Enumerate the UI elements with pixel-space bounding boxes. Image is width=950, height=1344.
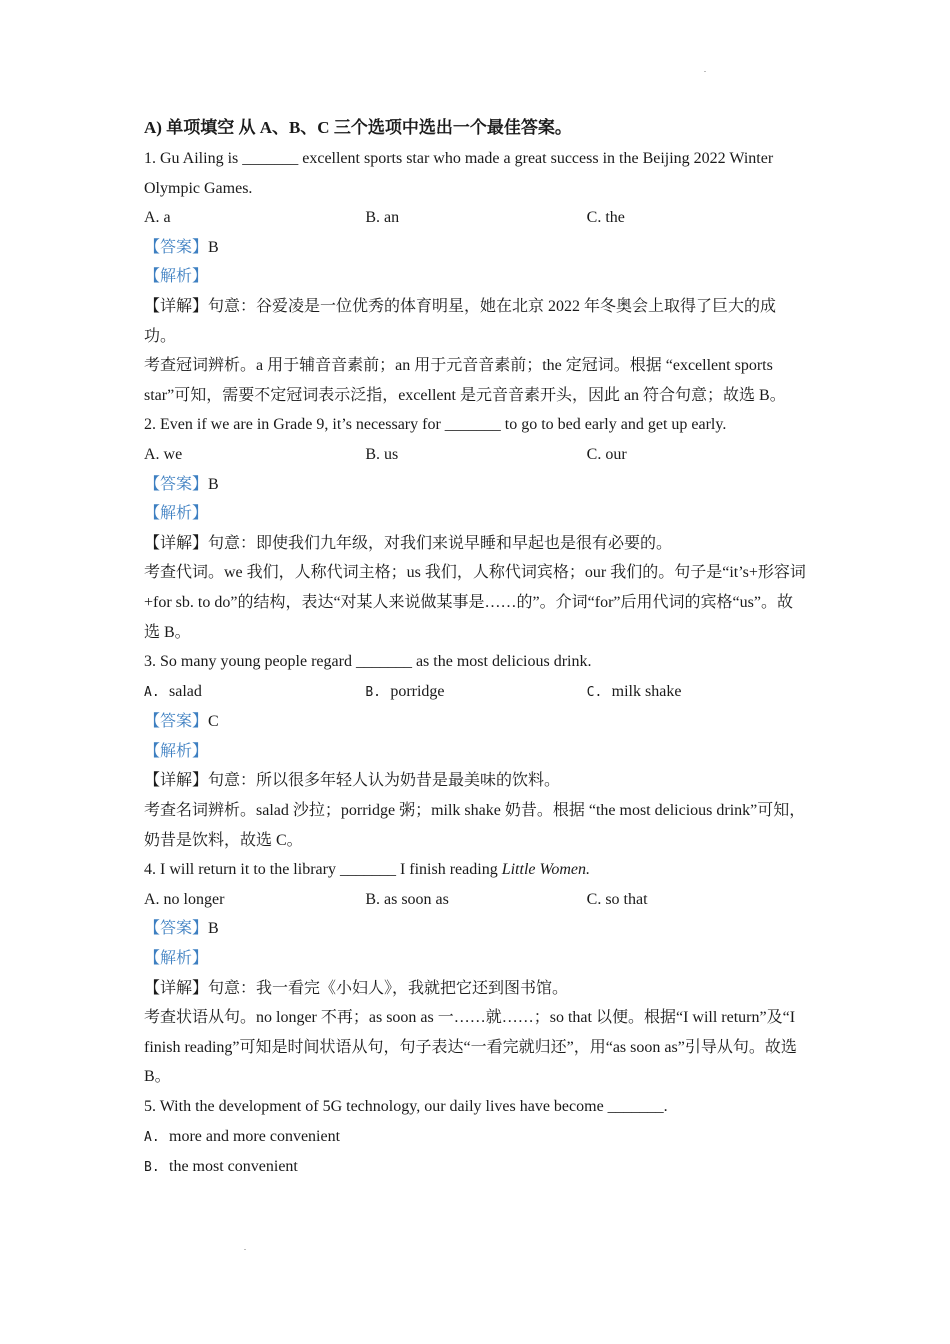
q4-detail: [144, 974, 808, 1004]
q5-option-b-text: the most convenient: [169, 1158, 298, 1176]
q2-answer-value: B: [208, 475, 219, 493]
q2-options: [144, 440, 808, 470]
q4-options: [144, 885, 808, 915]
q4-stem-text: 4. I will return it to the library _______ I finish reading: [144, 861, 502, 879]
q1-options: [144, 203, 808, 233]
q1-option-a: A. a: [144, 209, 171, 227]
q4-book-title: Little Women.: [501, 861, 590, 879]
q3-answer: [144, 707, 808, 737]
q3-analysis: [144, 737, 808, 767]
answer-tag: 【答案】: [144, 920, 209, 938]
q3-option-c-text: milk shake: [611, 682, 682, 700]
answer-tag: 【答案】: [144, 713, 209, 731]
q1-stem: 1. Gu Ailing is _______ excellent sports star who made a great success in the Beijing 2022 Winter Olympic Games.: [144, 150, 774, 197]
q4-analysis: [144, 944, 808, 974]
q1-analysis: [144, 262, 808, 292]
analysis-tag: 【解析】: [144, 268, 209, 286]
q4-answer-value: B: [208, 920, 219, 938]
q4-answer: [144, 914, 808, 944]
q1-option-c: C. the: [586, 209, 625, 227]
q3-explanation: 考查名词辨析。salad 沙拉；porridge 粥；milk shake 奶昔。根据 “the most delicious drink”可知，奶昔是饮料，故选 C。: [144, 802, 806, 849]
q3-option-b: [365, 677, 586, 708]
q2-answer: [144, 470, 808, 500]
q1-detail: [144, 292, 808, 351]
q3-options: [144, 677, 808, 708]
q3-option-a: [144, 677, 365, 708]
section-title: A) 单项填空 从 A、B、C 三个选项中选出一个最佳答案。: [144, 118, 572, 137]
q5-option-a-text: more and more convenient: [169, 1127, 341, 1145]
q5-option-a: [144, 1122, 808, 1153]
q2-option-c: C. our: [586, 445, 627, 463]
q3-option-b-text: porridge: [390, 682, 445, 700]
q1-detail-text: 句意：谷爱凌是一位优秀的体育明星，她在北京 2022 年冬奥会上取得了巨大的成功。: [144, 297, 777, 345]
q4-option-a: A. no longer: [144, 890, 225, 908]
q3-stem: 3. So many young people regard _______ as the most delicious drink.: [144, 653, 592, 671]
q1-explanation: 考查冠词辨析。a 用于辅音音素前；an 用于元音音素前；the 定冠词。根据 “excellent sports star”可知，需要不定冠词表示泛指，excellent 是元音音素开头，因此 an 符合句意；故选 B。: [144, 357, 786, 404]
analysis-tag: 【解析】: [144, 950, 209, 968]
q3-detail: [144, 766, 808, 796]
q2-stem: 2. Even if we are in Grade 9, it’s necessary for _______ to go to bed early and get up early.: [144, 416, 727, 434]
q4-option-b: B. as soon as: [365, 890, 449, 908]
q3-option-a-text: salad: [169, 682, 202, 700]
q5-option-b: [144, 1152, 808, 1183]
q2-detail: [144, 529, 808, 559]
document-page: [144, 112, 808, 1183]
q4-option-c: C. so that: [586, 890, 648, 908]
q3-detail-text: 句意：所以很多年轻人认为奶昔是最美味的饮料。: [208, 772, 561, 790]
detail-tag: 【详解】: [144, 772, 209, 790]
corner-mark-top: [704, 71, 706, 72]
analysis-tag: 【解析】: [144, 505, 209, 523]
q1-answer-value: B: [208, 238, 219, 256]
q3-option-b-letter: B.: [365, 684, 381, 700]
q1-answer: [144, 233, 808, 263]
q2-explanation: 考查代词。we 我们，人称代词主格；us 我们，人称代词宾格；our 我们的。句子是“it’s+形容词+for sb. to do”的结构，表达“对某人来说做某事是……的”。介词“for”后用代词的宾格“us”。故选 B。: [144, 564, 806, 641]
q2-detail-text: 句意：即使我们九年级，对我们来说早睡和早起也是很有必要的。: [208, 534, 673, 552]
analysis-tag: 【解析】: [144, 742, 209, 760]
answer-tag: 【答案】: [144, 475, 209, 493]
q5-stem: 5. With the development of 5G technology, our daily lives have become _______.: [144, 1098, 668, 1115]
detail-tag: 【详解】: [144, 297, 209, 315]
q2-analysis: [144, 499, 808, 529]
q5-option-a-letter: A.: [144, 1129, 160, 1145]
q2-option-a: A. we: [144, 445, 183, 463]
q4-stem: [144, 855, 808, 885]
q3-answer-value: C: [208, 713, 219, 731]
corner-mark-bottom: [244, 1249, 246, 1250]
detail-tag: 【详解】: [144, 534, 209, 552]
q3-option-c: [587, 677, 808, 708]
q4-detail-text: 句意：我一看完《小妇人》，我就把它还到图书馆。: [208, 979, 569, 997]
answer-tag: 【答案】: [144, 238, 209, 256]
q5-option-b-letter: B.: [144, 1160, 160, 1176]
q3-option-a-letter: A.: [144, 684, 160, 700]
q4-explanation: 考查状语从句。no longer 不再；as soon as 一……就……；so that 以便。根据“I will return”及“I finish reading”可知是时间状语从句，句子表达“一看完就归还”，用“as soon as”引导从句。故选 B。: [144, 1009, 797, 1086]
q3-option-c-letter: C.: [586, 684, 603, 700]
q1-option-b: B. an: [365, 209, 400, 227]
q2-option-b: B. us: [365, 445, 399, 463]
detail-tag: 【详解】: [144, 979, 209, 997]
